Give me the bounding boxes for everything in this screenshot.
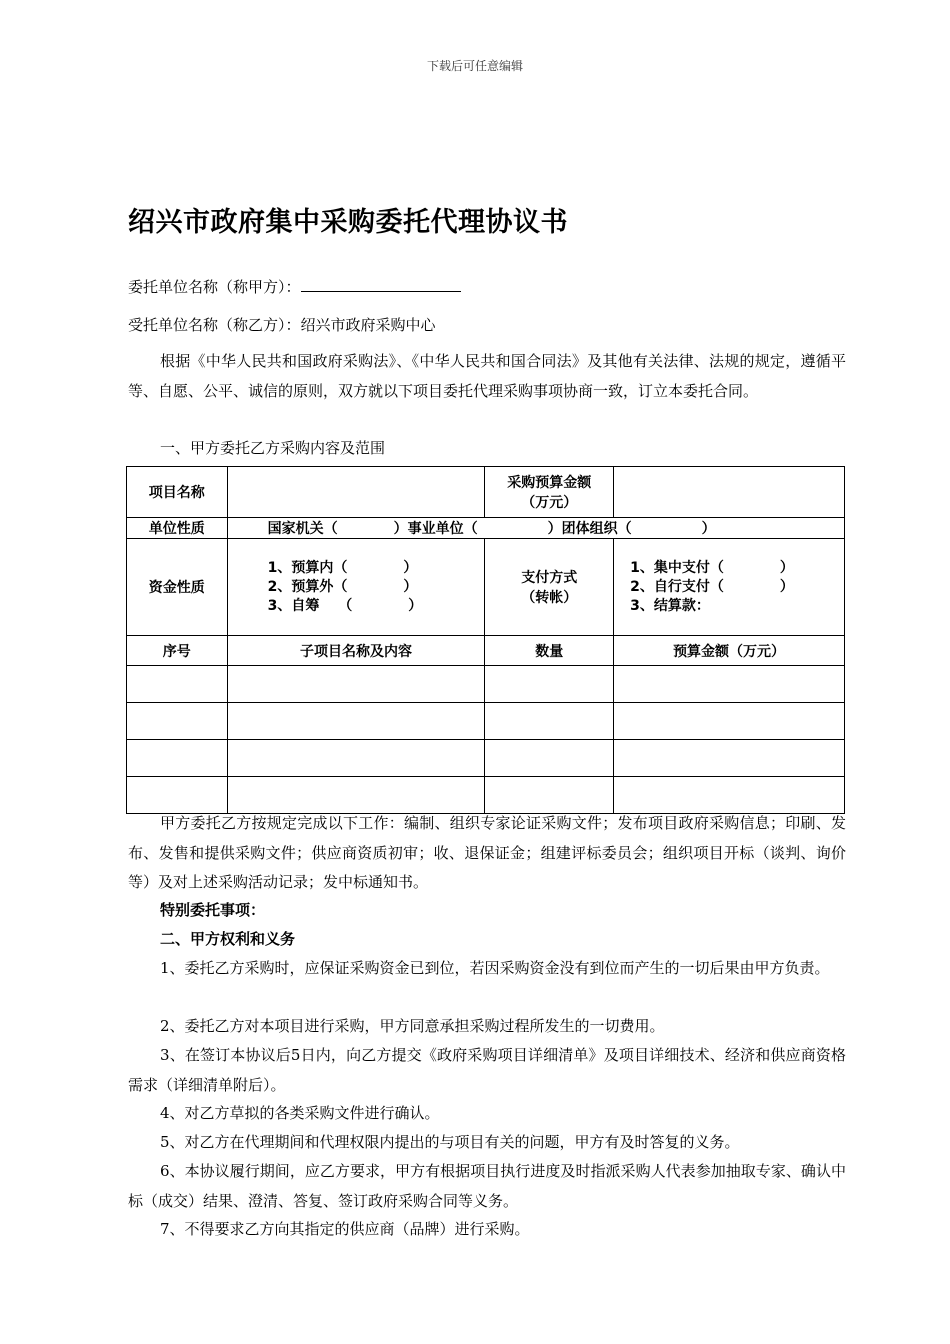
table-row (127, 777, 845, 814)
table-cell[interactable] (227, 777, 485, 814)
document-title: 绍兴市政府集中采购委托代理协议书 (128, 207, 568, 238)
budget-label-line1: 采购预算金额 (507, 475, 592, 491)
project-row (127, 467, 845, 518)
work-paragraph: 甲方委托乙方按规定完成以下工作：编制、组织专家论证采购文件；发布项目政府采购信息；印刷、发布、发售和提供采购文件；供应商资质初审；收、退保证金；组建评标委员会；组织项目开标（谈判、询价等）及对上述采购活动记录；发中标通知书。 (128, 814, 846, 891)
budget-label (485, 467, 614, 518)
procurement-table (126, 466, 845, 814)
obligation-item-7: 7、不得要求乙方向其指定的供应商（品牌）进行采购。 (160, 1220, 530, 1238)
fund-type-label: 资金性质 (127, 539, 228, 636)
fund-option-1[interactable]: 1、预算内（ ） (267, 559, 418, 576)
table-cell[interactable] (614, 703, 845, 740)
party-a-blank[interactable] (301, 276, 461, 292)
table-cell[interactable] (614, 740, 845, 777)
col-header-subproject: 子项目名称及内容 (227, 636, 485, 666)
payment-label-line1: 支付方式 (521, 570, 578, 586)
table-cell[interactable] (227, 703, 485, 740)
obligation-item-3: 3、在签订本协议后5日内，向乙方提交《政府采购项目详细清单》及项目详细技术、经济和供应商资格需求（详细清单附后）。 (128, 1046, 846, 1094)
obligation-item-1: 1、委托乙方采购时，应保证采购资金已到位，若因采购资金没有到位而产生的一切后果由甲方负责。 (160, 959, 830, 977)
fund-option-3[interactable]: 3、自筹 （ ） (267, 597, 423, 614)
payment-label (485, 539, 614, 636)
table-cell[interactable] (485, 666, 614, 703)
obligation-item-2: 2、委托乙方对本项目进行采购，甲方同意承担采购过程所发生的一切费用。 (160, 1017, 665, 1035)
table-cell[interactable] (614, 666, 845, 703)
payment-label-line2: （转帐） (521, 590, 578, 606)
budget-label-line2: （万元） (521, 495, 578, 511)
col-header-quantity: 数量 (485, 636, 614, 666)
section2-title: 二、甲方权利和义务 (160, 930, 296, 948)
table-row (127, 666, 845, 703)
unit-type-options[interactable]: 国家机关（ ）事业单位（ ）团体组织（ ） (227, 518, 844, 539)
project-name-label: 项目名称 (127, 467, 228, 518)
table-row (127, 703, 845, 740)
section1-title: 一、甲方委托乙方采购内容及范围 (160, 439, 386, 457)
payment-option-2[interactable]: 2、自行支付（ ） (630, 578, 794, 595)
table-header-row (127, 636, 845, 666)
fund-type-row (127, 539, 845, 636)
fund-option-2[interactable]: 2、预算外（ ） (267, 578, 418, 595)
table-cell[interactable] (485, 777, 614, 814)
project-name-cell[interactable] (227, 467, 485, 518)
table-row (127, 740, 845, 777)
party-b-value: 绍兴市政府采购中心 (300, 316, 436, 334)
intro-paragraph: 根据《中华人民共和国政府采购法》、《中华人民共和国合同法》及其他有关法律、法规的规定，遵循平等、自愿、公平、诚信的原则，双方就以下项目委托代理采购事项协商一致，订立本委托合同。 (128, 352, 846, 400)
table-cell[interactable] (227, 740, 485, 777)
table-cell[interactable] (227, 666, 485, 703)
unit-type-row (127, 518, 845, 539)
col-header-budget: 预算金额（万元） (614, 636, 845, 666)
table-cell[interactable] (485, 703, 614, 740)
table-cell[interactable] (127, 666, 228, 703)
obligation-item-5: 5、对乙方在代理期间和代理权限内提出的与项目有关的问题，甲方有及时答复的义务。 (160, 1133, 740, 1151)
table-cell[interactable] (127, 777, 228, 814)
page-header: 下载后可任意编辑 (426, 59, 523, 73)
party-a-line (128, 276, 461, 297)
table-cell[interactable] (127, 740, 228, 777)
table-cell[interactable] (614, 777, 845, 814)
party-b-line (128, 314, 436, 335)
fund-options[interactable] (227, 539, 485, 636)
obligation-item-6: 6、本协议履行期间，应乙方要求，甲方有根据项目执行进度及时指派采购人代表参加抽取专家、确认中标（成交）结果、澄清、答复、签订政府采购合同等义务。 (128, 1162, 846, 1210)
special-items-label: 特别委托事项： (160, 901, 266, 919)
unit-type-label: 单位性质 (127, 518, 228, 539)
obligation-item-4: 4、对乙方草拟的各类采购文件进行确认。 (160, 1104, 440, 1122)
payment-options[interactable] (614, 539, 845, 636)
payment-option-3[interactable]: 3、结算款： (630, 597, 710, 614)
party-b-label: 受托单位名称（称乙方）： (128, 316, 301, 334)
table-cell[interactable] (485, 740, 614, 777)
budget-cell[interactable] (614, 467, 845, 518)
party-a-label: 委托单位名称（称甲方）： (128, 278, 301, 296)
table-cell[interactable] (127, 703, 228, 740)
col-header-index: 序号 (127, 636, 228, 666)
payment-option-1[interactable]: 1、集中支付（ ） (630, 559, 794, 576)
